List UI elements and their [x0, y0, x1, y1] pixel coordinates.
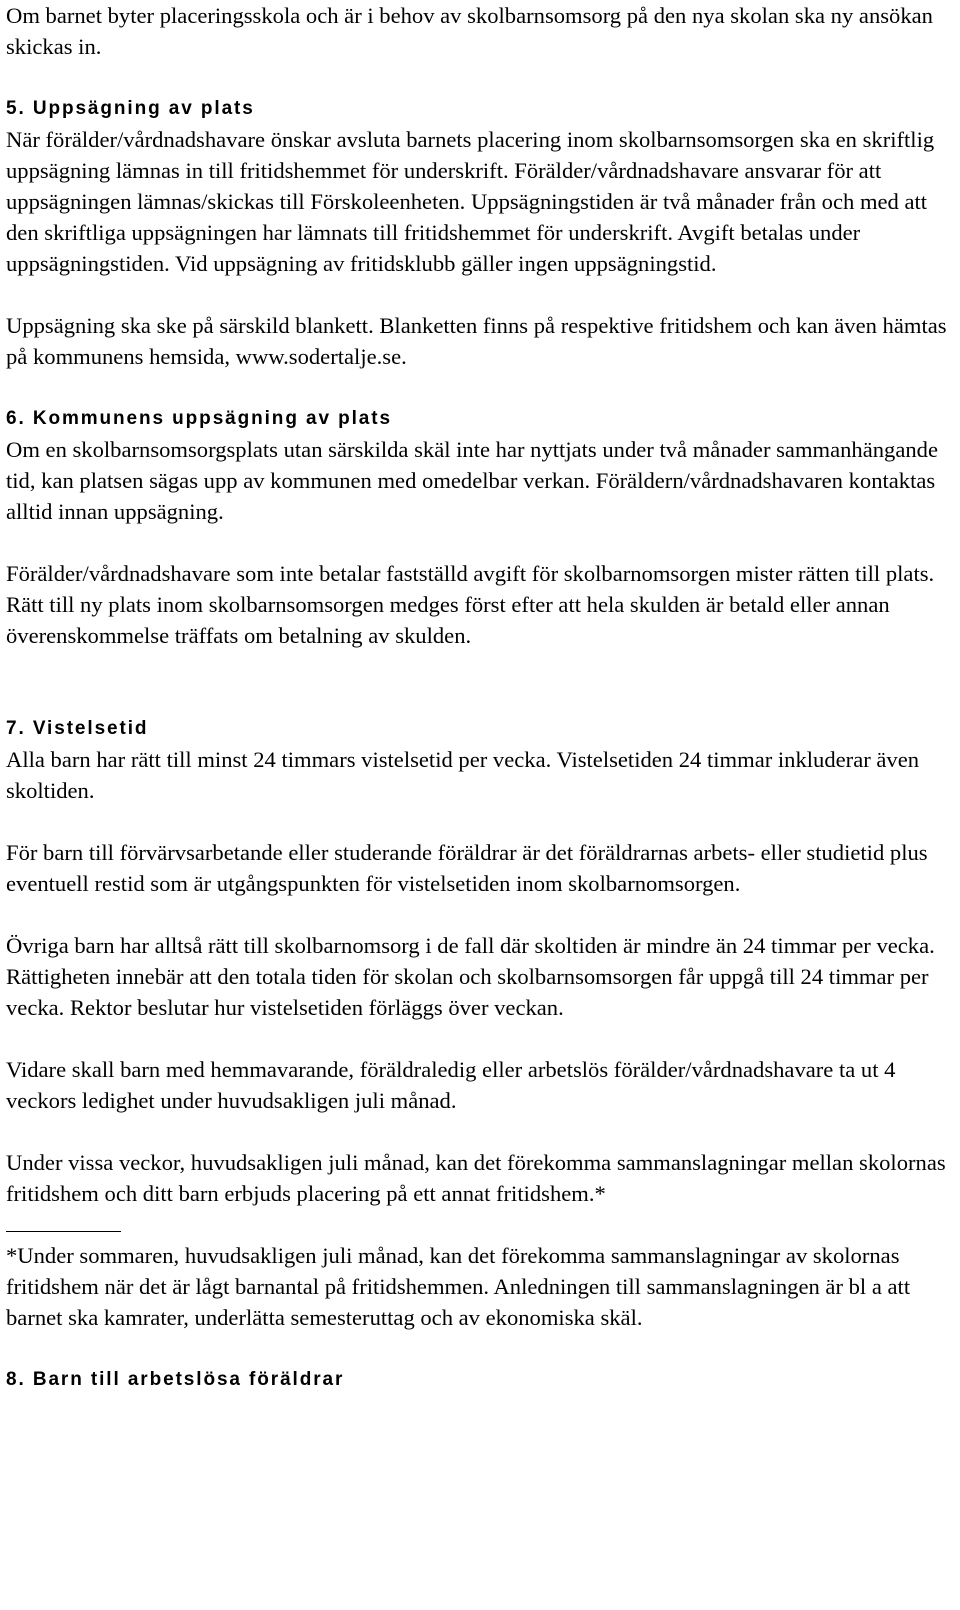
section-8: [6, 1364, 956, 1395]
section-5-paragraph-1: När förälder/vårdnadshavare önskar avsluta barnets placering inom skolbarnsomsorgen ska en skriftlig uppsägning lämnas in till fritidshemmet för underskrift. Förälder/vårdnadshavare ansvarar för att uppsägningen lämnas/skickas till Förskoleenheten. Uppsägningstiden är två månader från och med att den skriftliga uppsägningen har lämnats till fritidshemmet för underskrift. Avgift betalas under uppsägningstiden. Vid uppsägning av fritidsklubb gäller ingen uppsägningstid.: [6, 127, 935, 276]
section-7-paragraph-4: Vidare skall barn med hemmavarande, föräldraledig eller arbetslös förälder/vårdnadshavare ta ut 4 veckors ledighet under huvudsakligen juli månad.: [6, 1057, 896, 1113]
document-page: [6, 0, 956, 1395]
section-8-heading: 8. Barn till arbetslösa föräldrar: [6, 1369, 345, 1390]
section-7-heading: 7. Vistelsetid: [6, 718, 149, 739]
intro-paragraph: Om barnet byter placeringsskola och är i behov av skolbarnsomsorg på den nya skolan ska ny ansökan skickas in.: [6, 3, 933, 59]
section-7-paragraph-1: Alla barn har rätt till minst 24 timmars vistelsetid per vecka. Vistelsetiden 24 timmar inkluderar även skoltiden.: [6, 747, 920, 803]
section-5-paragraph-2: Uppsägning ska ske på särskild blankett. Blanketten finns på respektive fritidshem och kan även hämtas på kommunens hemsida, www.sodertalje.se.: [6, 313, 947, 369]
section-7-paragraph-2: För barn till förvärvsarbetande eller studerande föräldrar är det föräldrarnas arbets- eller studietid plus eventuell restid som är utgångspunkten för vistelsetiden inom skolbarnomsorgen.: [6, 840, 928, 896]
section-7-paragraph-3: Övriga barn har alltså rätt till skolbarnomsorg i de fall där skoltiden är mindre än 24 timmar per vecka. Rättigheten innebär att den totala tiden för skolan och skolbarnsomsorgen får uppgå till 24 timmar per vecka. Rektor beslutar hur vistelsetiden förläggs över veckan.: [6, 933, 935, 1020]
footnote-text: *Under sommaren, huvudsakligen juli månad, kan det förekomma sammanslagningar av skolornas fritidshem när det är lågt barnantal på fritidshemmen. Anledningen till sammanslagningen är bl a att barnet ska kamrater, underlätta semesteruttag och av ekonomiska skäl.: [6, 1243, 911, 1330]
section-5: [6, 93, 956, 372]
section-7-paragraph-5: Under vissa veckor, huvudsakligen juli månad, kan det förekomma sammanslagningar mellan skolornas fritidshem och ditt barn erbjuds placering på ett annat fritidshem.*: [6, 1150, 946, 1206]
section-5-heading: 5. Uppsägning av plats: [6, 98, 255, 119]
section-6-paragraph-2: Förälder/vårdnadshavare som inte betalar fastställd avgift för skolbarnomsorgen mister rätten till plats. Rätt till ny plats inom skolbarnsomsorgen medges först efter att hela skulden är betald eller annan överenskommelse träffats om betalning av skulden.: [6, 561, 935, 648]
footnote-divider: [6, 1231, 121, 1240]
section-6: [6, 403, 956, 651]
section-6-paragraph-1: Om en skolbarnsomsorgsplats utan särskilda skäl inte har nyttjats under två månader sammanhängande tid, kan platsen sägas upp av kommunen med omedelbar verkan. Föräldern/vårdnadshavaren kontaktas alltid innan uppsägning.: [6, 437, 938, 524]
section-7: [6, 713, 956, 1209]
section-6-heading: 6. Kommunens uppsägning av plats: [6, 408, 392, 429]
